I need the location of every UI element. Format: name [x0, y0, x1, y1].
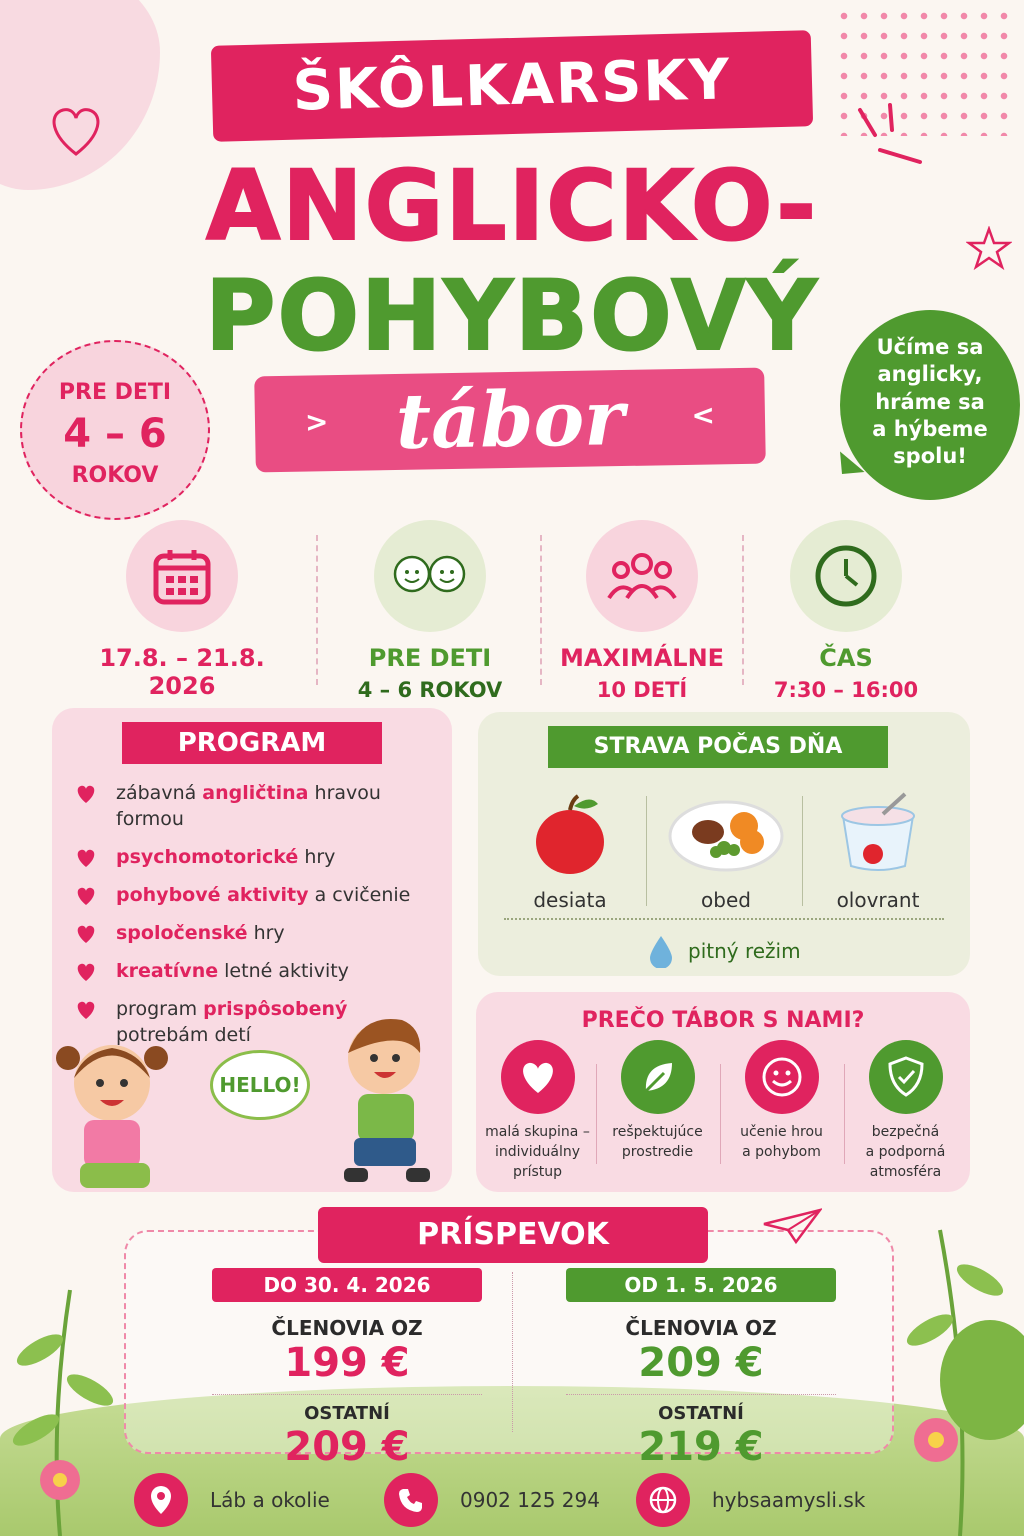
plate-icon — [666, 792, 786, 876]
program-item-text: letné aktivity — [218, 960, 349, 982]
location-text: Láb a okolie — [210, 1488, 330, 1512]
meal-label: desiata — [533, 888, 607, 912]
heart-icon — [74, 998, 98, 1020]
meal-desiata — [500, 792, 640, 912]
info-time — [756, 520, 936, 702]
program-card — [52, 708, 452, 1192]
fee-before-date: DO 30. 4. 2026 — [212, 1268, 482, 1302]
meal-label: olovrant — [836, 888, 920, 912]
bubble-line: a hýbeme — [872, 416, 988, 441]
heart-icon — [74, 846, 98, 868]
heart-icon — [74, 782, 98, 804]
title-line3: POHYBOVÝ — [205, 260, 819, 372]
why-card — [476, 992, 970, 1192]
program-item-text: hry — [298, 846, 336, 868]
age-value: 4 – 6 ROKOV — [357, 678, 503, 702]
program-item-bold: pohybové aktivity — [116, 884, 309, 906]
fee-card — [124, 1230, 894, 1470]
why-item — [848, 1040, 963, 1182]
bubble-line: anglicky, — [877, 362, 983, 387]
program-item-text: potrebám detí — [116, 1024, 251, 1046]
divider — [540, 535, 542, 685]
program-heading-text: PROGRAM — [177, 728, 327, 758]
heart-icon — [74, 922, 98, 944]
fee-before — [212, 1268, 482, 1470]
program-item-text: hry — [247, 922, 285, 944]
dates-text: 17.8. – 21.8. 2026 — [99, 644, 265, 700]
why-item — [480, 1040, 595, 1182]
info-capacity — [552, 520, 732, 702]
meal-olovrant — [808, 792, 948, 912]
sparkle-icon: < — [691, 398, 716, 432]
fee-heading — [318, 1207, 708, 1263]
program-item-bold: psychomotorické — [116, 846, 299, 868]
apple-icon — [530, 792, 610, 876]
program-item — [74, 920, 444, 946]
footer-web[interactable] — [636, 1473, 865, 1527]
title-tabor-banner — [254, 368, 766, 473]
capacity-value: 10 DETÍ — [596, 678, 688, 702]
hello-text: HELLO! — [219, 1073, 301, 1097]
meals-heading — [548, 726, 888, 768]
heart-icon — [501, 1040, 575, 1114]
age-badge — [20, 340, 210, 520]
divider — [646, 796, 647, 906]
bubble-line: Učíme sa — [876, 335, 984, 359]
divider — [512, 1272, 513, 1432]
why-text: prostredie — [621, 1144, 694, 1160]
fee-after — [566, 1268, 836, 1470]
web-text[interactable]: hybsaamysli.sk — [712, 1488, 866, 1512]
divider — [720, 1064, 721, 1164]
members-label: ČLENOVIA OZ — [271, 1316, 423, 1340]
divider — [596, 1064, 597, 1164]
why-text: bezpečná — [871, 1124, 940, 1140]
title-line4: tábor — [395, 373, 625, 466]
title-line2: ANGLICKO- — [205, 150, 819, 262]
program-item-text: hravou formou — [116, 782, 381, 830]
shield-icon — [869, 1040, 943, 1114]
yogurt-icon — [833, 792, 923, 876]
leaf-icon — [621, 1040, 695, 1114]
program-heading — [122, 722, 382, 764]
members-label: ČLENOVIA OZ — [625, 1316, 777, 1340]
info-dates — [62, 520, 302, 730]
program-item-bold: kreatívne — [116, 960, 219, 982]
girl-illustration — [32, 1028, 192, 1198]
drink-row — [648, 934, 801, 968]
bubble-line: spolu! — [893, 444, 967, 469]
globe-icon — [636, 1473, 690, 1527]
footer-phone[interactable] — [384, 1473, 600, 1527]
phone-icon — [384, 1473, 438, 1527]
plant-right-icon — [900, 1210, 1024, 1536]
smile-icon — [745, 1040, 819, 1114]
divider — [844, 1064, 845, 1164]
info-age — [330, 520, 530, 702]
age-label: PRE DETI — [368, 644, 492, 672]
program-item — [74, 958, 444, 984]
others-label: OSTATNÍ — [212, 1394, 482, 1424]
members-price: 209 € — [638, 1340, 764, 1386]
fee-heading-text: PRÍSPEVOK — [417, 1217, 609, 1252]
plant-left-icon — [0, 1270, 120, 1536]
age-badge-bottom: ROKOV — [71, 463, 159, 488]
divider — [802, 796, 803, 906]
why-text: atmosféra — [869, 1164, 942, 1180]
title-banner — [211, 30, 813, 142]
others-label: OSTATNÍ — [566, 1394, 836, 1424]
heart-icon — [74, 884, 98, 906]
why-text: učenie hrou — [740, 1124, 823, 1140]
program-item-text: zábavná — [116, 782, 203, 804]
program-item — [74, 844, 444, 870]
why-text: individuálny — [494, 1144, 581, 1160]
hello-bubble — [210, 1050, 310, 1120]
drink-label: pitný režim — [688, 939, 801, 963]
why-text: a pohybom — [742, 1144, 821, 1160]
boy-illustration — [322, 1008, 452, 1193]
program-item — [74, 780, 444, 832]
program-item-text: a cvičenie — [308, 884, 411, 906]
group-icon — [586, 520, 698, 632]
fee-after-date: OD 1. 5. 2026 — [566, 1268, 836, 1302]
divider — [316, 535, 318, 685]
meal-label: obed — [701, 888, 751, 912]
sparkle-icon: > — [304, 405, 329, 439]
title-line1: ŠKÔLKARSKY — [291, 47, 733, 124]
members-price: 199 € — [284, 1340, 410, 1386]
divider — [742, 535, 744, 685]
age-badge-middle: 4 – 6 — [63, 411, 167, 457]
meals-heading-text: STRAVA POČAS DŇA — [593, 734, 843, 759]
calendar-icon — [126, 520, 238, 632]
why-heading: PREČO TÁBOR S NAMI? — [581, 1008, 865, 1033]
time-value: 7:30 – 16:00 — [773, 678, 919, 702]
paper-plane-icon — [762, 1206, 822, 1246]
heart-icon — [74, 960, 98, 982]
meals-card — [478, 712, 970, 976]
divider — [504, 918, 944, 920]
why-item — [600, 1040, 715, 1162]
clock-icon — [790, 520, 902, 632]
why-text: rešpektujúce — [612, 1124, 703, 1140]
others-price: 209 € — [284, 1424, 410, 1470]
program-item-bold: spoločenské — [116, 922, 248, 944]
bubble-line: hráme sa — [875, 389, 985, 414]
why-text: malá skupina – — [485, 1124, 590, 1140]
speech-bubble — [840, 310, 1020, 500]
location-pin-icon — [134, 1473, 188, 1527]
meal-obed — [656, 792, 796, 912]
others-price: 219 € — [638, 1424, 764, 1470]
program-item-bold: angličtina — [202, 782, 309, 804]
age-badge-top: PRE DETI — [58, 380, 172, 405]
program-item — [74, 882, 444, 908]
why-text: a podporná — [865, 1144, 946, 1160]
water-drop-icon — [648, 934, 674, 968]
why-text: prístup — [512, 1164, 563, 1180]
program-item-text: program — [116, 998, 204, 1020]
footer-location — [134, 1473, 330, 1527]
capacity-label: MAXIMÁLNE — [559, 644, 725, 672]
children-icon — [374, 520, 486, 632]
time-label: ČAS — [819, 644, 873, 672]
program-item-bold: prispôsobený — [203, 998, 348, 1020]
phone-text[interactable]: 0902 125 294 — [460, 1488, 600, 1512]
why-item — [724, 1040, 839, 1162]
